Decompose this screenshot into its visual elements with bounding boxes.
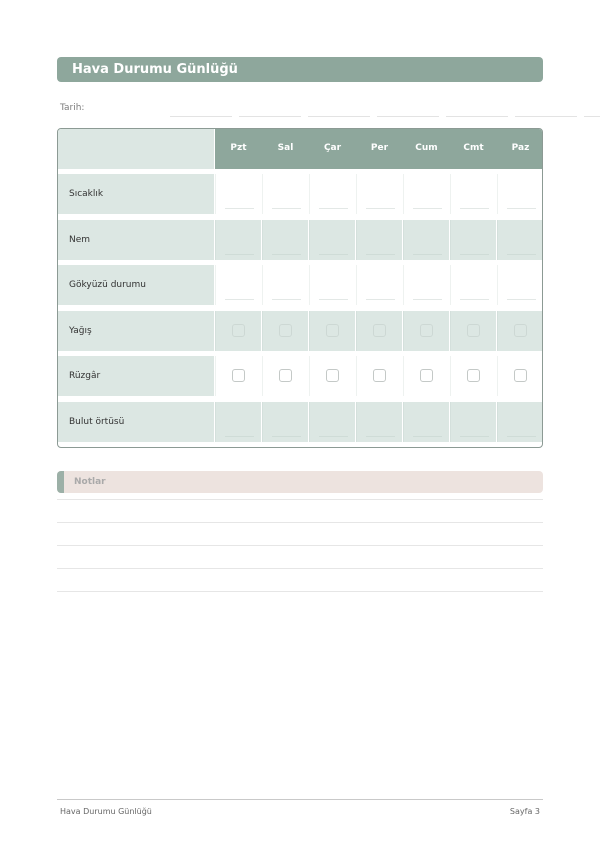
- entry-line: [319, 254, 348, 255]
- entry-cell[interactable]: [356, 311, 402, 351]
- date-blank-line[interactable]: [170, 116, 232, 117]
- entry-cell[interactable]: [309, 311, 355, 351]
- entry-cell[interactable]: [450, 220, 496, 260]
- entry-line: [413, 436, 442, 437]
- notes-accent-bar: [57, 471, 64, 493]
- entry-line: [272, 436, 301, 437]
- entry-line: [460, 208, 489, 209]
- day-header: Per: [370, 143, 389, 153]
- entry-line: [319, 208, 348, 209]
- entry-cell[interactable]: [309, 402, 355, 442]
- day-header: Pzt: [230, 143, 247, 153]
- row-label: Rüzgâr: [69, 371, 101, 382]
- entry-cell[interactable]: [215, 220, 261, 260]
- table-row: [58, 174, 542, 214]
- checkbox[interactable]: [467, 324, 480, 337]
- checkbox[interactable]: [232, 369, 245, 382]
- entry-line: [319, 436, 348, 437]
- entry-line: [460, 436, 489, 437]
- row-label-cell: [58, 402, 214, 442]
- entry-cell[interactable]: [215, 174, 261, 214]
- entry-cell[interactable]: [309, 356, 355, 396]
- row-label: Bulut örtüsü: [69, 417, 125, 427]
- entry-line: [507, 208, 536, 209]
- note-line[interactable]: [57, 568, 543, 569]
- entry-line: [225, 436, 254, 437]
- date-blank-line[interactable]: [239, 116, 301, 117]
- entry-line: [507, 299, 536, 300]
- entry-line: [460, 299, 489, 300]
- table-row: [58, 402, 542, 442]
- row-label: Nem: [69, 234, 91, 245]
- row-label: Gökyüzü durumu: [69, 280, 146, 291]
- entry-line: [507, 436, 536, 437]
- day-header: Çar: [323, 143, 342, 153]
- entry-cell[interactable]: [262, 265, 308, 305]
- date-row: [60, 103, 600, 119]
- footer-divider: [57, 799, 543, 800]
- entry-cell[interactable]: [262, 311, 308, 351]
- entry-cell[interactable]: [215, 356, 261, 396]
- entry-line: [225, 254, 254, 255]
- entry-line: [507, 254, 536, 255]
- entry-line: [366, 254, 395, 255]
- entry-cell[interactable]: [356, 265, 402, 305]
- checkbox[interactable]: [279, 369, 292, 382]
- row-label-cell: [58, 174, 214, 214]
- weather-tracker-table: [57, 128, 543, 448]
- row-label-cell: [58, 220, 214, 260]
- entry-cell[interactable]: [356, 402, 402, 442]
- entry-cell[interactable]: [497, 402, 543, 442]
- row-label: Sıcaklık: [69, 189, 104, 199]
- checkbox[interactable]: [326, 369, 339, 382]
- row-label-cell: [58, 311, 214, 351]
- checkbox[interactable]: [514, 324, 527, 337]
- entry-line: [366, 208, 395, 209]
- entry-cell[interactable]: [262, 220, 308, 260]
- day-header-row: [215, 129, 542, 169]
- entry-line: [272, 254, 301, 255]
- day-header: Cum: [415, 143, 438, 153]
- entry-line: [319, 299, 348, 300]
- entry-line: [413, 299, 442, 300]
- date-blank-line[interactable]: [446, 116, 508, 117]
- entry-cell[interactable]: [403, 311, 449, 351]
- entry-line: [225, 299, 254, 300]
- entry-cell[interactable]: [450, 356, 496, 396]
- entry-cell[interactable]: [215, 311, 261, 351]
- entry-cell[interactable]: [450, 402, 496, 442]
- checkbox[interactable]: [373, 324, 386, 337]
- checkbox[interactable]: [326, 324, 339, 337]
- entry-cell[interactable]: [262, 356, 308, 396]
- entry-cell[interactable]: [450, 174, 496, 214]
- entry-cell[interactable]: [403, 174, 449, 214]
- entry-cell[interactable]: [309, 265, 355, 305]
- entry-cell[interactable]: [215, 265, 261, 305]
- entry-cell[interactable]: [403, 402, 449, 442]
- entry-cell[interactable]: [356, 174, 402, 214]
- entry-line: [366, 299, 395, 300]
- day-header: Cmt: [463, 143, 484, 153]
- title-bar: [57, 57, 543, 82]
- note-line[interactable]: [57, 545, 543, 546]
- checkbox[interactable]: [373, 369, 386, 382]
- header-corner-cell: [58, 129, 215, 169]
- entry-cell[interactable]: [497, 356, 543, 396]
- entry-cell[interactable]: [497, 311, 543, 351]
- entry-cell[interactable]: [215, 402, 261, 442]
- entry-line: [366, 436, 395, 437]
- table-row: [58, 265, 542, 305]
- date-blank-line[interactable]: [584, 116, 600, 117]
- table-row: [58, 311, 542, 351]
- entry-line: [413, 208, 442, 209]
- entry-line: [272, 208, 301, 209]
- entry-line: [225, 208, 254, 209]
- entry-cell[interactable]: [497, 265, 543, 305]
- notes-header: [57, 471, 543, 493]
- row-label: Yağış: [69, 325, 92, 336]
- entry-line: [460, 254, 489, 255]
- checkbox[interactable]: [420, 369, 433, 382]
- entry-cell[interactable]: [497, 220, 543, 260]
- entry-cell[interactable]: [497, 174, 543, 214]
- table-row: [58, 220, 542, 260]
- entry-line: [413, 254, 442, 255]
- table-row: [58, 356, 542, 396]
- entry-cell[interactable]: [356, 356, 402, 396]
- entry-cell[interactable]: [356, 220, 402, 260]
- note-line[interactable]: [57, 499, 543, 500]
- checkbox[interactable]: [420, 324, 433, 337]
- entry-line: [272, 299, 301, 300]
- footer-page-number: Sayfa 3: [509, 807, 540, 816]
- date-blank-line[interactable]: [377, 116, 439, 117]
- date-label: Tarih:: [60, 103, 85, 113]
- checkbox[interactable]: [514, 369, 527, 382]
- day-header: Paz: [511, 143, 530, 153]
- entry-cell[interactable]: [262, 174, 308, 214]
- row-label-cell: [58, 356, 214, 396]
- day-header: Sal: [277, 143, 294, 153]
- entry-cell[interactable]: [450, 311, 496, 351]
- entry-cell[interactable]: [403, 265, 449, 305]
- table-header: [58, 129, 542, 169]
- page-title: Hava Durumu Günlüğü: [72, 62, 238, 77]
- checkbox[interactable]: [279, 324, 292, 337]
- note-line[interactable]: [57, 522, 543, 523]
- entry-cell[interactable]: [403, 356, 449, 396]
- entry-cell[interactable]: [262, 402, 308, 442]
- note-line[interactable]: [57, 591, 543, 592]
- entry-cell[interactable]: [403, 220, 449, 260]
- date-blank-line[interactable]: [515, 116, 577, 117]
- entry-cell[interactable]: [309, 174, 355, 214]
- row-label-cell: [58, 265, 214, 305]
- date-blank-line[interactable]: [308, 116, 370, 117]
- checkbox[interactable]: [467, 369, 480, 382]
- checkbox[interactable]: [232, 324, 245, 337]
- entry-cell[interactable]: [450, 265, 496, 305]
- entry-cell[interactable]: [309, 220, 355, 260]
- notes-title: Notlar: [74, 477, 106, 487]
- footer-title: Hava Durumu Günlüğü: [60, 807, 152, 816]
